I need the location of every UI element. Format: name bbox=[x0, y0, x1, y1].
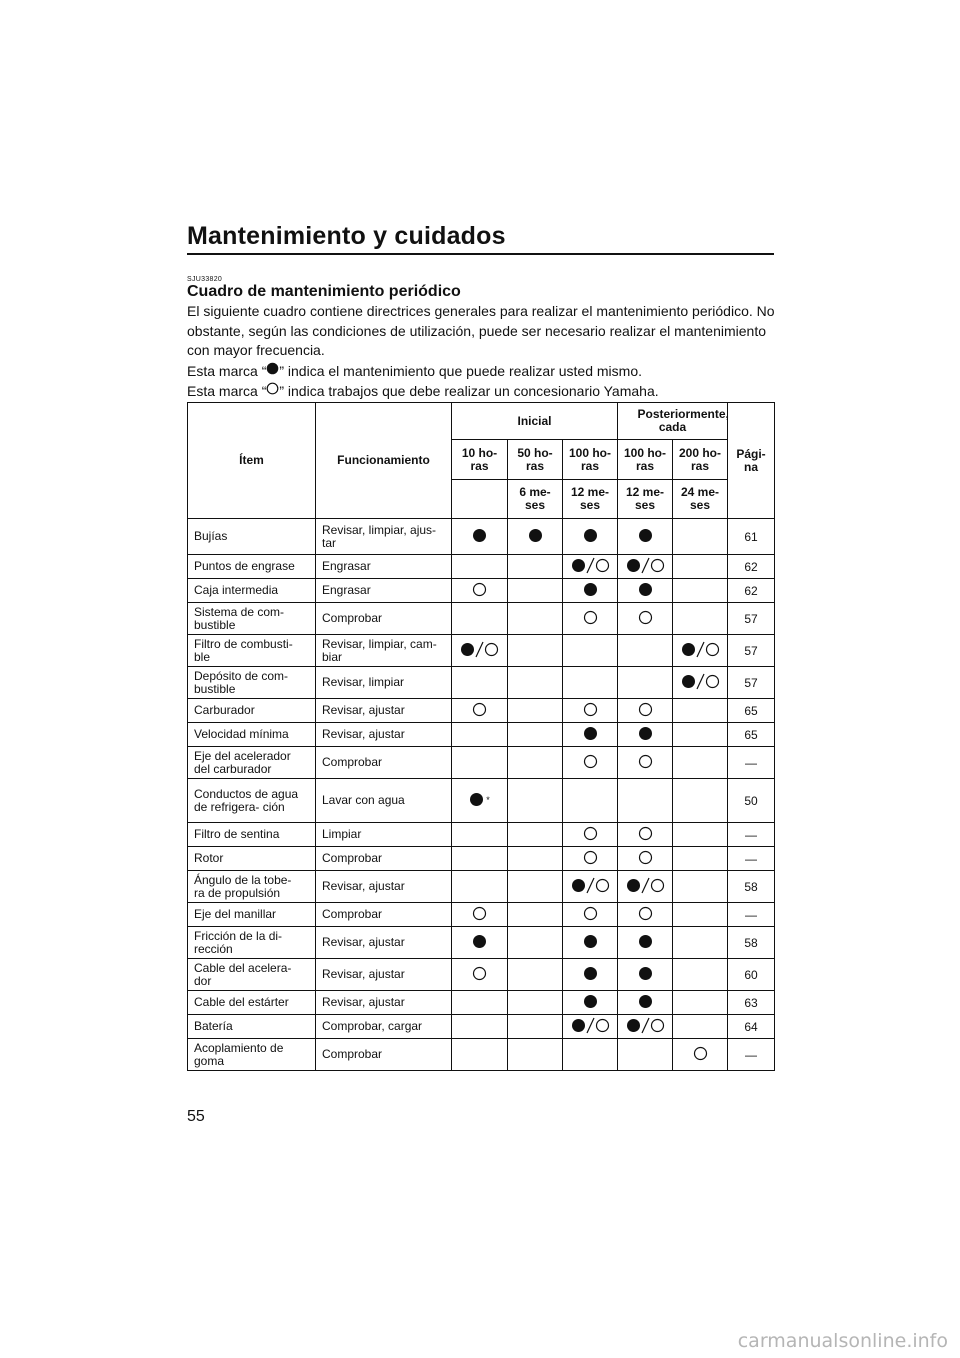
open-circle-icon bbox=[638, 702, 653, 717]
header-page: Pági- na bbox=[728, 403, 775, 519]
table-row bbox=[188, 555, 775, 579]
interval-cell-0 bbox=[452, 555, 508, 579]
open-circle-icon bbox=[595, 558, 610, 573]
open-circle-icon bbox=[705, 674, 720, 689]
table-row bbox=[188, 519, 775, 555]
watermark: carmanualsonline.info bbox=[737, 1330, 948, 1352]
header-hours-1: 50 ho- ras bbox=[508, 440, 563, 480]
table-row bbox=[188, 667, 775, 699]
interval-cell-0 bbox=[452, 847, 508, 871]
interval-cell-2 bbox=[563, 1015, 618, 1039]
open-circle-icon bbox=[472, 966, 487, 981]
page-ref-cell: — bbox=[728, 747, 775, 779]
interval-cell-0 bbox=[452, 723, 508, 747]
interval-cell-4 bbox=[673, 903, 728, 927]
header-months-4: 24 me- ses bbox=[673, 480, 728, 519]
item-cell: Filtro de combusti- ble bbox=[188, 635, 316, 667]
slash-icon bbox=[586, 557, 595, 574]
filled-circle-icon bbox=[469, 792, 484, 807]
filled-circle-icon bbox=[528, 528, 543, 543]
interval-cell-0 bbox=[452, 927, 508, 959]
page-ref-cell: — bbox=[728, 847, 775, 871]
filled-circle-icon bbox=[638, 582, 653, 597]
item-cell: Rotor bbox=[188, 847, 316, 871]
interval-cell-2 bbox=[563, 779, 618, 823]
interval-cell-0 bbox=[452, 991, 508, 1015]
open-circle-icon bbox=[638, 754, 653, 769]
filled-circle-icon bbox=[571, 1018, 586, 1033]
open-circle-icon bbox=[266, 381, 279, 401]
interval-cell-3 bbox=[618, 603, 673, 635]
filled-circle-icon bbox=[571, 878, 586, 893]
page-ref-cell: 64 bbox=[728, 1015, 775, 1039]
operation-cell: Comprobar, cargar bbox=[316, 1015, 452, 1039]
table-row bbox=[188, 723, 775, 747]
page-title: Mantenimiento y cuidados bbox=[187, 222, 506, 250]
interval-cell-3 bbox=[618, 959, 673, 991]
open-circle-icon bbox=[583, 906, 598, 921]
item-cell: Fricción de la di- rección bbox=[188, 927, 316, 959]
header-hours-2: 100 ho- ras bbox=[563, 440, 618, 480]
filled-circle-icon bbox=[638, 966, 653, 981]
interval-cell-4 bbox=[673, 823, 728, 847]
page-ref-cell: 65 bbox=[728, 723, 775, 747]
interval-cell-4 bbox=[673, 555, 728, 579]
section-code: SJU33820 bbox=[187, 276, 223, 283]
interval-cell-4 bbox=[673, 1015, 728, 1039]
interval-cell-2 bbox=[563, 555, 618, 579]
interval-cell-1 bbox=[508, 847, 563, 871]
table-row bbox=[188, 823, 775, 847]
interval-cell-0 bbox=[452, 603, 508, 635]
interval-cell-0: * bbox=[452, 779, 508, 823]
intro-paragraph: El siguiente cuadro contiene directrices generales para realizar el mantenimiento periódico. No obstante, según las condiciones de utilización, puede ser necesario realizar el mantenimiento con mayor frecuencia. bbox=[187, 303, 775, 358]
page-ref-cell: — bbox=[728, 903, 775, 927]
filled-circle-icon bbox=[638, 528, 653, 543]
interval-cell-2 bbox=[563, 959, 618, 991]
interval-cell-0 bbox=[452, 519, 508, 555]
interval-cell-3 bbox=[618, 847, 673, 871]
item-cell: Ángulo de la tobe- ra de propulsión bbox=[188, 871, 316, 903]
interval-cell-1 bbox=[508, 555, 563, 579]
interval-cell-3 bbox=[618, 871, 673, 903]
slash-icon bbox=[641, 877, 650, 894]
page-ref-cell: — bbox=[728, 823, 775, 847]
legend-filled-line: Esta marca “ ” indica el mantenimiento que puede realizar usted mismo. bbox=[187, 362, 642, 379]
interval-cell-3 bbox=[618, 1039, 673, 1071]
operation-cell: Revisar, ajustar bbox=[316, 991, 452, 1015]
table-row bbox=[188, 699, 775, 723]
interval-cell-1 bbox=[508, 579, 563, 603]
item-cell: Conductos de agua de refrigera- ción bbox=[188, 779, 316, 823]
filled-circle-icon bbox=[638, 726, 653, 741]
interval-cell-0 bbox=[452, 1015, 508, 1039]
interval-cell-3 bbox=[618, 555, 673, 579]
interval-cell-1 bbox=[508, 603, 563, 635]
interval-cell-3 bbox=[618, 699, 673, 723]
interval-cell-2 bbox=[563, 991, 618, 1015]
filled-circle-icon bbox=[626, 558, 641, 573]
slash-icon bbox=[475, 641, 484, 658]
interval-cell-3 bbox=[618, 927, 673, 959]
item-cell: Puntos de engrase bbox=[188, 555, 316, 579]
interval-cell-4 bbox=[673, 1039, 728, 1071]
filled-circle-icon bbox=[583, 966, 598, 981]
open-circle-icon bbox=[705, 642, 720, 657]
open-circle-icon bbox=[472, 906, 487, 921]
open-circle-icon bbox=[650, 558, 665, 573]
open-circle-icon bbox=[638, 826, 653, 841]
item-cell: Acoplamiento de goma bbox=[188, 1039, 316, 1071]
page-ref-cell: — bbox=[728, 1039, 775, 1071]
table-row bbox=[188, 1039, 775, 1071]
interval-cell-3 bbox=[618, 519, 673, 555]
interval-cell-4 bbox=[673, 927, 728, 959]
interval-cell-1 bbox=[508, 959, 563, 991]
item-cell: Eje del manillar bbox=[188, 903, 316, 927]
filled-circle-icon bbox=[583, 726, 598, 741]
interval-cell-1 bbox=[508, 823, 563, 847]
interval-cell-0 bbox=[452, 1039, 508, 1071]
interval-cell-3 bbox=[618, 1015, 673, 1039]
interval-cell-2 bbox=[563, 823, 618, 847]
maintenance-table bbox=[187, 402, 775, 1071]
table-row bbox=[188, 903, 775, 927]
item-cell: Caja intermedia bbox=[188, 579, 316, 603]
interval-cell-0 bbox=[452, 699, 508, 723]
header-months-3: 12 me- ses bbox=[618, 480, 673, 519]
header-operation: Funcionamiento bbox=[316, 403, 452, 519]
interval-cell-3 bbox=[618, 747, 673, 779]
page-ref-cell: 57 bbox=[728, 603, 775, 635]
interval-cell-0 bbox=[452, 903, 508, 927]
table-row bbox=[188, 747, 775, 779]
open-circle-icon bbox=[650, 1018, 665, 1033]
slash-icon bbox=[586, 877, 595, 894]
interval-cell-2 bbox=[563, 667, 618, 699]
operation-cell: Revisar, limpiar bbox=[316, 667, 452, 699]
header-thereafter: Posteriormente, cada bbox=[618, 403, 728, 440]
interval-cell-1 bbox=[508, 779, 563, 823]
interval-cell-1 bbox=[508, 991, 563, 1015]
interval-cell-1 bbox=[508, 927, 563, 959]
header-months-0 bbox=[452, 480, 508, 519]
filled-circle-icon bbox=[472, 528, 487, 543]
intro-text bbox=[187, 302, 777, 402]
open-circle-icon bbox=[650, 878, 665, 893]
table-row bbox=[188, 779, 775, 823]
filled-circle-icon bbox=[583, 934, 598, 949]
interval-cell-1 bbox=[508, 1039, 563, 1071]
interval-cell-2 bbox=[563, 519, 618, 555]
filled-circle-icon bbox=[681, 674, 696, 689]
slash-icon bbox=[641, 557, 650, 574]
open-circle-icon bbox=[484, 642, 499, 657]
item-cell: Filtro de sentina bbox=[188, 823, 316, 847]
item-cell: Cable del acelera- dor bbox=[188, 959, 316, 991]
interval-cell-2 bbox=[563, 747, 618, 779]
filled-circle-icon bbox=[571, 558, 586, 573]
operation-cell: Revisar, ajustar bbox=[316, 723, 452, 747]
operation-cell: Revisar, ajustar bbox=[316, 927, 452, 959]
interval-cell-1 bbox=[508, 903, 563, 927]
interval-cell-1 bbox=[508, 519, 563, 555]
interval-cell-2 bbox=[563, 603, 618, 635]
open-circle-icon bbox=[472, 702, 487, 717]
interval-cell-4 bbox=[673, 847, 728, 871]
open-circle-icon bbox=[583, 754, 598, 769]
filled-circle-icon bbox=[460, 642, 475, 657]
interval-cell-3 bbox=[618, 667, 673, 699]
item-cell: Cable del estárter bbox=[188, 991, 316, 1015]
interval-cell-2 bbox=[563, 847, 618, 871]
filled-circle-icon bbox=[472, 934, 487, 949]
open-circle-icon bbox=[583, 826, 598, 841]
interval-cell-2 bbox=[563, 579, 618, 603]
page-number: 55 bbox=[187, 1108, 205, 1125]
operation-cell: Comprobar bbox=[316, 903, 452, 927]
table-row bbox=[188, 603, 775, 635]
interval-cell-4 bbox=[673, 959, 728, 991]
operation-cell: Lavar con agua bbox=[316, 779, 452, 823]
page-ref-cell: 65 bbox=[728, 699, 775, 723]
operation-cell: Revisar, limpiar, ajus- tar bbox=[316, 519, 452, 555]
open-circle-icon bbox=[595, 878, 610, 893]
interval-cell-1 bbox=[508, 635, 563, 667]
interval-cell-4 bbox=[673, 991, 728, 1015]
header-months-2: 12 me- ses bbox=[563, 480, 618, 519]
filled-circle-icon bbox=[266, 361, 279, 381]
header-hours-3: 100 ho- ras bbox=[618, 440, 673, 480]
interval-cell-4 bbox=[673, 519, 728, 555]
filled-circle-icon bbox=[583, 582, 598, 597]
header-hours-4: 200 ho- ras bbox=[673, 440, 728, 480]
interval-cell-3 bbox=[618, 823, 673, 847]
interval-cell-0 bbox=[452, 871, 508, 903]
interval-cell-4 bbox=[673, 871, 728, 903]
operation-cell: Revisar, ajustar bbox=[316, 959, 452, 991]
interval-cell-4 bbox=[673, 579, 728, 603]
filled-circle-icon bbox=[638, 994, 653, 1009]
page-ref-cell: 63 bbox=[728, 991, 775, 1015]
operation-cell: Engrasar bbox=[316, 555, 452, 579]
interval-cell-0 bbox=[452, 823, 508, 847]
table-row bbox=[188, 991, 775, 1015]
item-cell: Depósito de com- bustible bbox=[188, 667, 316, 699]
operation-cell: Revisar, limpiar, cam- biar bbox=[316, 635, 452, 667]
open-circle-icon bbox=[638, 906, 653, 921]
open-circle-icon bbox=[583, 850, 598, 865]
page-ref-cell: 57 bbox=[728, 635, 775, 667]
filled-circle-icon bbox=[583, 528, 598, 543]
interval-cell-1 bbox=[508, 699, 563, 723]
item-cell: Carburador bbox=[188, 699, 316, 723]
interval-cell-2 bbox=[563, 699, 618, 723]
interval-cell-2 bbox=[563, 1039, 618, 1071]
page-ref-cell: 50 bbox=[728, 779, 775, 823]
page-ref-cell: 62 bbox=[728, 555, 775, 579]
item-cell: Sistema de com- bustible bbox=[188, 603, 316, 635]
open-circle-icon bbox=[638, 850, 653, 865]
open-circle-icon bbox=[583, 702, 598, 717]
interval-cell-4 bbox=[673, 667, 728, 699]
interval-cell-2 bbox=[563, 927, 618, 959]
open-circle-icon bbox=[595, 1018, 610, 1033]
interval-cell-4 bbox=[673, 635, 728, 667]
header-hours-0: 10 ho- ras bbox=[452, 440, 508, 480]
interval-cell-3 bbox=[618, 991, 673, 1015]
interval-cell-3 bbox=[618, 635, 673, 667]
page-ref-cell: 58 bbox=[728, 927, 775, 959]
interval-cell-3 bbox=[618, 779, 673, 823]
interval-cell-1 bbox=[508, 871, 563, 903]
interval-cell-2 bbox=[563, 723, 618, 747]
interval-cell-4 bbox=[673, 747, 728, 779]
interval-cell-1 bbox=[508, 747, 563, 779]
item-cell: Eje del acelerador del carburador bbox=[188, 747, 316, 779]
slash-icon bbox=[696, 641, 705, 658]
interval-cell-0 bbox=[452, 579, 508, 603]
table-row bbox=[188, 927, 775, 959]
operation-cell: Comprobar bbox=[316, 1039, 452, 1071]
open-circle-icon bbox=[638, 610, 653, 625]
open-circle-icon bbox=[583, 610, 598, 625]
open-circle-icon bbox=[472, 582, 487, 597]
open-circle-icon bbox=[693, 1046, 708, 1061]
interval-cell-0 bbox=[452, 959, 508, 991]
page-ref-cell: 58 bbox=[728, 871, 775, 903]
header-item: Ítem bbox=[188, 403, 316, 519]
table-row bbox=[188, 1015, 775, 1039]
interval-cell-3 bbox=[618, 723, 673, 747]
interval-cell-1 bbox=[508, 667, 563, 699]
header-initial: Inicial bbox=[452, 403, 618, 440]
interval-cell-0 bbox=[452, 747, 508, 779]
interval-cell-4 bbox=[673, 779, 728, 823]
operation-cell: Revisar, ajustar bbox=[316, 699, 452, 723]
interval-cell-3 bbox=[618, 903, 673, 927]
operation-cell: Limpiar bbox=[316, 823, 452, 847]
table-row bbox=[188, 847, 775, 871]
page-ref-cell: 61 bbox=[728, 519, 775, 555]
interval-cell-4 bbox=[673, 723, 728, 747]
interval-cell-0 bbox=[452, 635, 508, 667]
item-cell: Batería bbox=[188, 1015, 316, 1039]
table-row bbox=[188, 579, 775, 603]
item-cell: Bujías bbox=[188, 519, 316, 555]
item-cell: Velocidad mínima bbox=[188, 723, 316, 747]
interval-cell-2 bbox=[563, 903, 618, 927]
interval-cell-2 bbox=[563, 635, 618, 667]
slash-icon bbox=[641, 1017, 650, 1034]
interval-cell-3 bbox=[618, 579, 673, 603]
operation-cell: Comprobar bbox=[316, 847, 452, 871]
header-months-1: 6 me- ses bbox=[508, 480, 563, 519]
filled-circle-icon bbox=[626, 1018, 641, 1033]
filled-circle-icon bbox=[638, 934, 653, 949]
interval-cell-1 bbox=[508, 723, 563, 747]
interval-cell-0 bbox=[452, 667, 508, 699]
operation-cell: Comprobar bbox=[316, 747, 452, 779]
section-heading: Cuadro de mantenimiento periódico bbox=[187, 283, 461, 300]
interval-cell-4 bbox=[673, 699, 728, 723]
legend-open-line: Esta marca “ ” indica trabajos que debe realizar un concesionario Yamaha. bbox=[187, 383, 659, 399]
page-ref-cell: 57 bbox=[728, 667, 775, 699]
filled-circle-icon bbox=[681, 642, 696, 657]
title-rule bbox=[187, 253, 774, 255]
interval-cell-2 bbox=[563, 871, 618, 903]
page-ref-cell: 62 bbox=[728, 579, 775, 603]
filled-circle-icon bbox=[626, 878, 641, 893]
table-row bbox=[188, 959, 775, 991]
operation-cell: Engrasar bbox=[316, 579, 452, 603]
slash-icon bbox=[696, 673, 705, 690]
operation-cell: Comprobar bbox=[316, 603, 452, 635]
interval-cell-1 bbox=[508, 1015, 563, 1039]
slash-icon bbox=[586, 1017, 595, 1034]
page-ref-cell: 60 bbox=[728, 959, 775, 991]
interval-cell-4 bbox=[673, 603, 728, 635]
table-row bbox=[188, 635, 775, 667]
table-row bbox=[188, 871, 775, 903]
operation-cell: Revisar, ajustar bbox=[316, 871, 452, 903]
filled-circle-icon bbox=[583, 994, 598, 1009]
